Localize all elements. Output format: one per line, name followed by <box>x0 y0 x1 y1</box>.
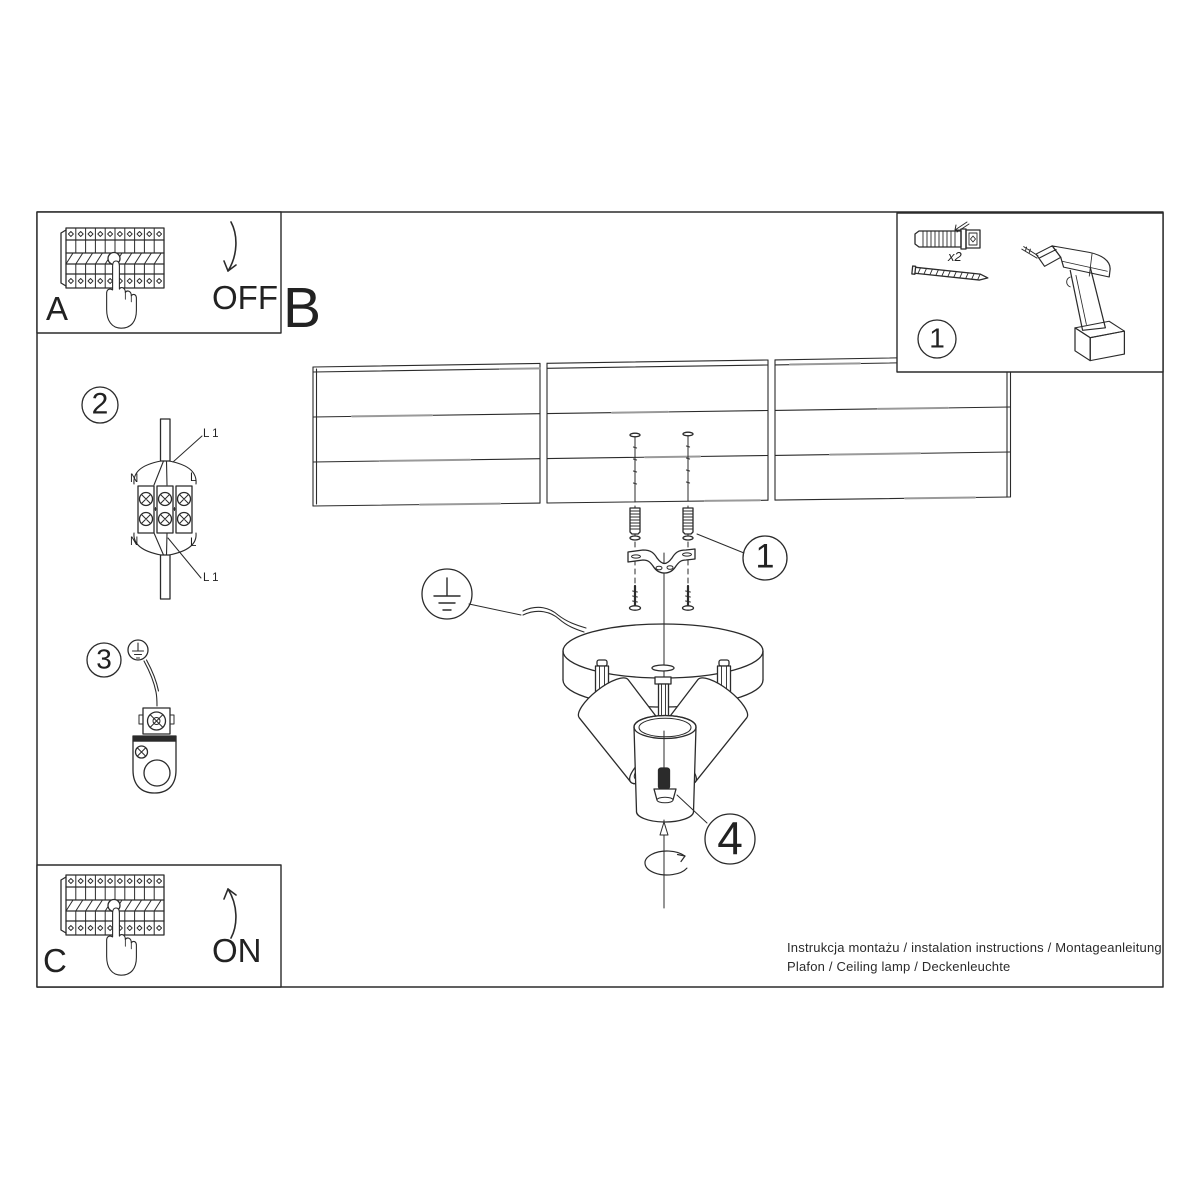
wire-label-l-top: L <box>190 472 197 484</box>
cable-top <box>161 419 171 461</box>
terminal-block-icon <box>138 486 192 533</box>
ceiling-screw-icon <box>683 432 693 501</box>
callout-1-leader <box>697 534 744 553</box>
ground-symbol-large <box>422 569 521 619</box>
panel-c-action-label: ON <box>212 932 262 969</box>
lamp-spot-middle <box>634 716 696 823</box>
panel-c-letter: C <box>43 942 67 979</box>
kit-number: 1 <box>929 322 945 354</box>
footer-title-line: Instrukcja montażu / instalation instructions / Montageanleitung <box>787 940 1162 955</box>
gu10-socket-icon <box>659 768 670 789</box>
rotation-arrow <box>645 820 687 908</box>
panel-a-letter: A <box>46 290 69 327</box>
footer-product-line: Plafon / Ceiling lamp / Deckenleuchte <box>787 959 1011 974</box>
wire-label-l-bottom: L <box>190 537 197 549</box>
wire-label-n-bottom: N <box>130 536 139 548</box>
ground-clamp-icon <box>133 708 176 793</box>
ceiling-planks <box>313 356 1011 506</box>
wire-label-l1-top: L 1 <box>203 428 219 440</box>
l1-top-leader <box>173 436 202 462</box>
wire-label-n-top: N <box>130 473 139 485</box>
cable-bottom <box>161 555 171 599</box>
ground-symbol-small <box>128 640 148 660</box>
wall-plug-icon <box>630 508 640 540</box>
supply-cable <box>523 607 586 632</box>
wall-plug-icon <box>683 508 693 540</box>
panel-b-letter: B <box>283 276 322 340</box>
step-3-number: 3 <box>96 643 112 675</box>
callout-4-number: 4 <box>717 811 743 864</box>
mounting-bracket-icon <box>628 549 695 573</box>
kit-screw-count: x2 <box>948 249 962 264</box>
wire-label-l1-bottom: L 1 <box>203 572 219 584</box>
bracket-screw-icon <box>683 586 694 610</box>
bracket-screw-icon <box>630 586 641 610</box>
panel-a-action-label: OFF <box>212 279 278 316</box>
step-2-number: 2 <box>91 387 109 421</box>
callout-1-number: 1 <box>755 537 775 576</box>
ceiling-screw-icon <box>630 433 640 502</box>
